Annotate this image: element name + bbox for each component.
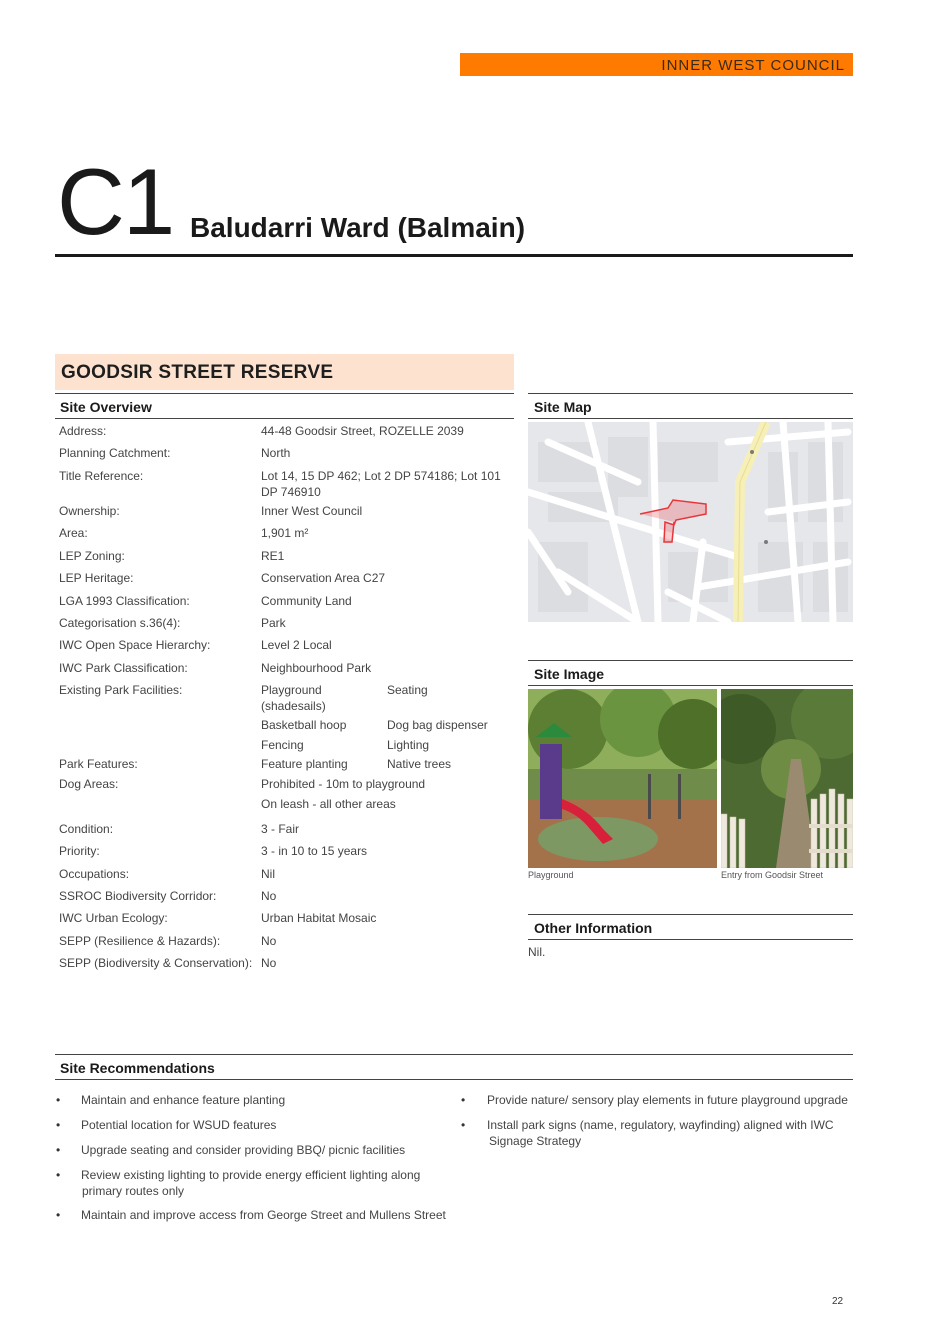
recommendation-item: Maintain and enhance feature planting (81, 1093, 286, 1107)
recommendation-item: Install park signs (name, regulatory, wayfinding) aligned with IWC (487, 1118, 834, 1132)
overview-top-rule (55, 393, 514, 394)
park-class-label: IWC Park Classification: (59, 661, 188, 675)
condition-value: 3 - Fair (261, 822, 300, 836)
park-class-value: Neighbourhood Park (261, 661, 372, 675)
recommendation-item: Provide nature/ sensory play elements in future playground upgrade (487, 1093, 848, 1107)
image-top-rule (528, 660, 853, 661)
other-bottom-rule (528, 939, 853, 940)
feature-item: Feature planting (261, 757, 348, 771)
other-info-heading: Other Information (534, 920, 653, 936)
urban-ecology-value: Urban Habitat Mosaic (261, 911, 377, 925)
other-info-text: Nil. (528, 945, 546, 959)
heritage-label: LEP Heritage: (59, 571, 134, 585)
hierarchy-value: Level 2 Local (261, 638, 332, 652)
sepp-biodiversity-label: SEPP (Biodiversity & Conservation): (59, 956, 253, 970)
priority-label: Priority: (59, 844, 100, 858)
overview-bottom-rule (55, 418, 514, 419)
entry-photo (721, 689, 853, 868)
site-map (528, 422, 853, 622)
image-bottom-rule (528, 685, 853, 686)
catchment-label: Planning Catchment: (59, 446, 171, 460)
recommendation-item-line2: Signage Strategy (489, 1134, 582, 1148)
recommendations-bottom-rule (55, 1079, 853, 1080)
heritage-value: Conservation Area C27 (261, 571, 386, 585)
playground-photo-graphic (528, 689, 717, 868)
site-recommendations-heading: Site Recommendations (60, 1060, 215, 1076)
sepp-resilience-value: No (261, 934, 277, 948)
sepp-resilience-label: SEPP (Resilience & Hazards): (59, 934, 221, 948)
dog-areas-label: Dog Areas: (59, 777, 119, 791)
dog-area-item: On leash - all other areas (261, 797, 396, 811)
bullet-icon: • (56, 1208, 61, 1222)
page-number: 22 (832, 1296, 844, 1307)
site-map-heading: Site Map (534, 399, 592, 415)
title-ref-value-line2: DP 746910 (261, 485, 321, 499)
bullet-icon: • (56, 1118, 61, 1132)
classification-value: Community Land (261, 594, 352, 608)
recommendation-item: Maintain and improve access from George Street and Mullens Street (81, 1208, 446, 1222)
classification-label: LGA 1993 Classification: (59, 594, 190, 608)
title-ref-value: Lot 14, 15 DP 462; Lot 2 DP 574186; Lot 101 (261, 469, 501, 483)
map-top-rule (528, 393, 853, 394)
biodiversity-corridor-label: SSROC Biodiversity Corridor: (59, 889, 217, 903)
address-label: Address: (59, 424, 107, 438)
biodiversity-corridor-value: No (261, 889, 277, 903)
section-code: C1 (57, 149, 174, 254)
facility-item: Basketball hoop (261, 718, 347, 732)
feature-item: Native trees (387, 757, 452, 771)
recommendation-item: Upgrade seating and consider providing BBQ/ picnic facilities (81, 1143, 406, 1157)
title-divider (55, 254, 853, 257)
site-map-graphic (528, 422, 853, 622)
facility-item: Lighting (387, 738, 430, 752)
recommendation-item: Potential location for WSUD features (81, 1118, 277, 1132)
recommendation-item: Review existing lighting to provide energy efficient lighting along (81, 1168, 421, 1182)
priority-value: 3 - in 10 to 15 years (261, 844, 368, 858)
zoning-label: LEP Zoning: (59, 549, 125, 563)
dog-area-item: Prohibited - 10m to playground (261, 777, 426, 791)
council-header-bar (460, 53, 853, 76)
entry-caption: Entry from Goodsir Street (721, 870, 824, 880)
facilities-label: Existing Park Facilities: (59, 683, 183, 697)
ward-title: Baludarri Ward (Balmain) (190, 212, 526, 243)
playground-photo (528, 689, 717, 868)
council-name: INNER WEST COUNCIL (661, 57, 845, 74)
bullet-icon: • (56, 1168, 61, 1182)
other-top-rule (528, 914, 853, 915)
features-label: Park Features: (59, 757, 138, 771)
condition-label: Condition: (59, 822, 114, 836)
playground-caption: Playground (528, 870, 574, 880)
occupations-label: Occupations: (59, 867, 130, 881)
reserve-name: GOODSIR STREET RESERVE (61, 362, 334, 383)
reserve-title-band (55, 354, 514, 390)
sepp-biodiversity-value: No (261, 956, 277, 970)
recommendation-item-line2: primary routes only (82, 1184, 185, 1198)
catchment-value: North (261, 446, 291, 460)
address-value: 44-48 Goodsir Street, ROZELLE 2039 (261, 424, 464, 438)
hierarchy-label: IWC Open Space Hierarchy: (59, 638, 211, 652)
occupations-value: Nil (261, 867, 275, 881)
zoning-value: RE1 (261, 549, 285, 563)
bullet-icon: • (56, 1093, 61, 1107)
bullet-icon: • (461, 1093, 466, 1107)
categorisation-label: Categorisation s.36(4): (59, 616, 181, 630)
ownership-value: Inner West Council (261, 504, 363, 518)
map-bottom-rule (528, 418, 853, 419)
facility-item: Seating (387, 683, 428, 697)
area-label: Area: (59, 526, 88, 540)
title-ref-label: Title Reference: (59, 469, 144, 483)
site-image-heading: Site Image (534, 666, 605, 682)
facility-item: Fencing (261, 738, 304, 752)
facility-item: Playground (261, 683, 322, 697)
categorisation-value: Park (261, 616, 286, 630)
ownership-label: Ownership: (59, 504, 120, 518)
bullet-icon: • (56, 1143, 61, 1157)
facility-item: (shadesails) (261, 699, 326, 713)
bullet-icon: • (461, 1118, 466, 1132)
facility-item: Dog bag dispenser (387, 718, 488, 732)
entry-photo-graphic (721, 689, 853, 868)
recommendations-top-rule (55, 1054, 853, 1055)
area-value: 1,901 m² (261, 526, 309, 540)
site-overview-heading: Site Overview (60, 399, 152, 415)
urban-ecology-label: IWC Urban Ecology: (59, 911, 168, 925)
